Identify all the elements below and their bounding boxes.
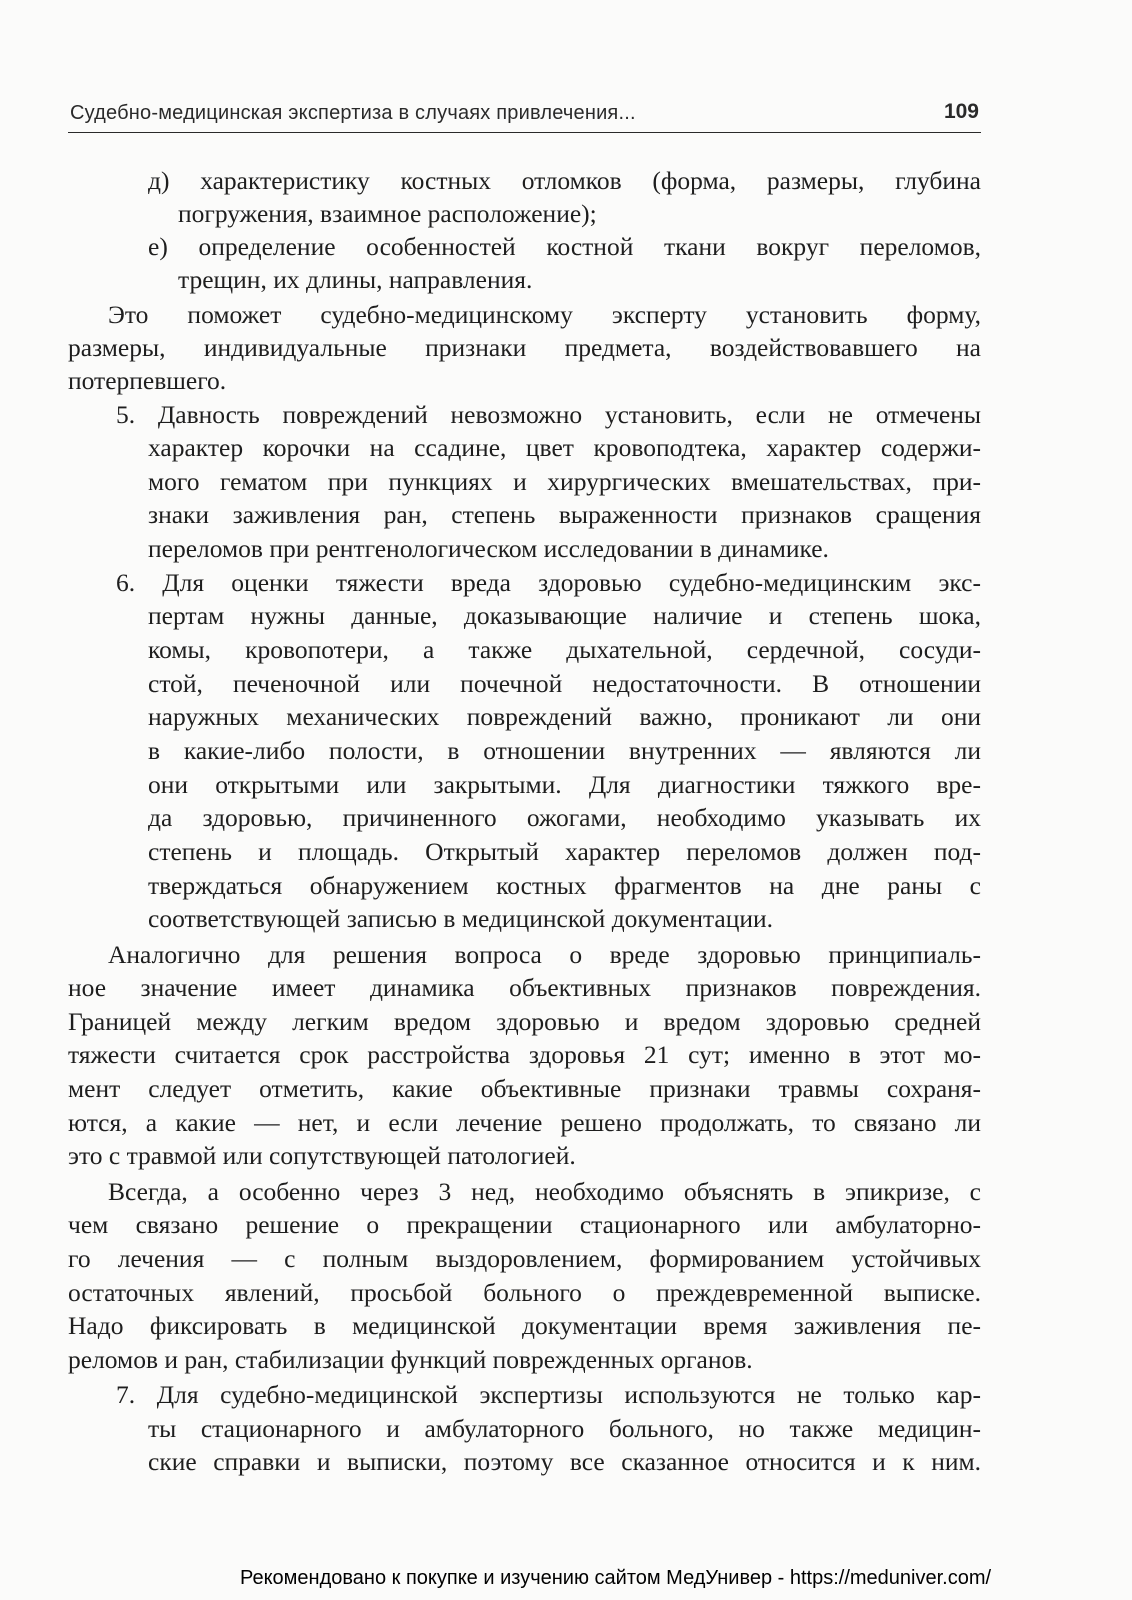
text-line: ное значение имеет динамика объективных признаков повреждения. [68, 973, 981, 1002]
text-line: знаки заживления ран, степень выраженности признаков сращения [148, 500, 981, 529]
text-line: Надо фиксировать в медицинской документации время заживления пе- [68, 1311, 981, 1340]
text-line: стой, печеночной или почечной недостаточности. В отношении [148, 669, 981, 698]
text-line: трещин, их длины, направления. [178, 265, 533, 294]
text-line: погружения, взаимное расположение); [178, 199, 597, 228]
text-line: тяжести считается срок расстройства здоровья 21 сут; именно в этот мо- [68, 1040, 981, 1069]
text-line: тверждаться обнаружением костных фрагментов на дне раны с [148, 871, 981, 900]
text-line: размеры, индивидуальные признаки предмета, воздействовавшего на [68, 333, 981, 362]
page-number: 109 [943, 100, 979, 123]
text-line: ские справки и выписки, поэтому все сказанное относится и к ним. [148, 1447, 981, 1476]
text-line: го лечения — с полным выздоровлением, формированием устойчивых [68, 1244, 981, 1273]
text-line: они открытыми или закрытыми. Для диагностики тяжкого вре- [148, 770, 981, 799]
text-line: 6. Для оценки тяжести вреда здоровью судебно-медицинским экс- [116, 568, 981, 597]
text-line: мого гематом при пункциях и хирургических вмешательствах, при- [148, 467, 981, 496]
text-line: Границей между легким вредом здоровью и вредом здоровью средней [68, 1007, 981, 1036]
text-line: ты стационарного и амбулаторного больного, но также медицин- [148, 1414, 981, 1443]
text-line: характер корочки на ссадине, цвет кровоподтека, характер содержи- [148, 433, 981, 462]
text-line: соответствующей записью в медицинской документации. [148, 904, 774, 933]
text-line: Это поможет судебно-медицинскому эксперту установить форму, [108, 300, 981, 329]
text-line: наружных механических повреждений важно, проникают ли они [148, 702, 981, 731]
text-line: ются, а какие — нет, и если лечение решено продолжать, то связано ли [68, 1108, 981, 1137]
running-title: Судебно-медицинская экспертиза в случаях привлечения... [70, 102, 636, 124]
text-line: мент следует отметить, какие объективные признаки травмы сохраня- [68, 1074, 981, 1103]
text-line: да здоровью, причиненного ожогами, необходимо указывать их [148, 803, 981, 832]
text-line: переломов при рентгенологическом исследовании в динамике. [148, 534, 829, 563]
text-line: 7. Для судебно-медицинской экспертизы используются не только кар- [116, 1380, 981, 1409]
text-line: 5. Давность повреждений невозможно установить, если не отмечены [116, 400, 981, 429]
text-line: в какие-либо полости, в отношении внутренних — являются ли [148, 736, 981, 765]
footer-recommendation: Рекомендовано к покупке и изучению сайтом МедУнивер - https://meduniver.com/ [240, 1567, 992, 1589]
text-line: д) характеристику костных отломков (форма, размеры, глубина [148, 166, 981, 195]
text-line: комы, кровопотери, а также дыхательной, сердечной, сосуди- [148, 635, 981, 664]
text-line: степень и площадь. Открытый характер переломов должен под- [148, 837, 981, 866]
text-line: Всегда, а особенно через 3 нед, необходимо объяснять в эпикризе, с [108, 1177, 981, 1206]
text-line: потерпевшего. [68, 366, 227, 395]
text-line: остаточных явлений, просьбой больного о преждевременной выписке. [68, 1278, 981, 1307]
text-line: е) определение особенностей костной ткани вокруг переломов, [148, 232, 981, 261]
text-line: реломов и ран, стабилизации функций поврежденных органов. [68, 1345, 753, 1374]
text-line: пертам нужны данные, доказывающие наличие и степень шока, [148, 601, 981, 630]
text-line: Аналогично для решения вопроса о вреде здоровью принципиаль- [108, 940, 981, 969]
text-line: это с травмой или сопутствующей патологией. [68, 1141, 576, 1170]
text-line: чем связано решение о прекращении стационарного или амбулаторно- [68, 1210, 981, 1239]
